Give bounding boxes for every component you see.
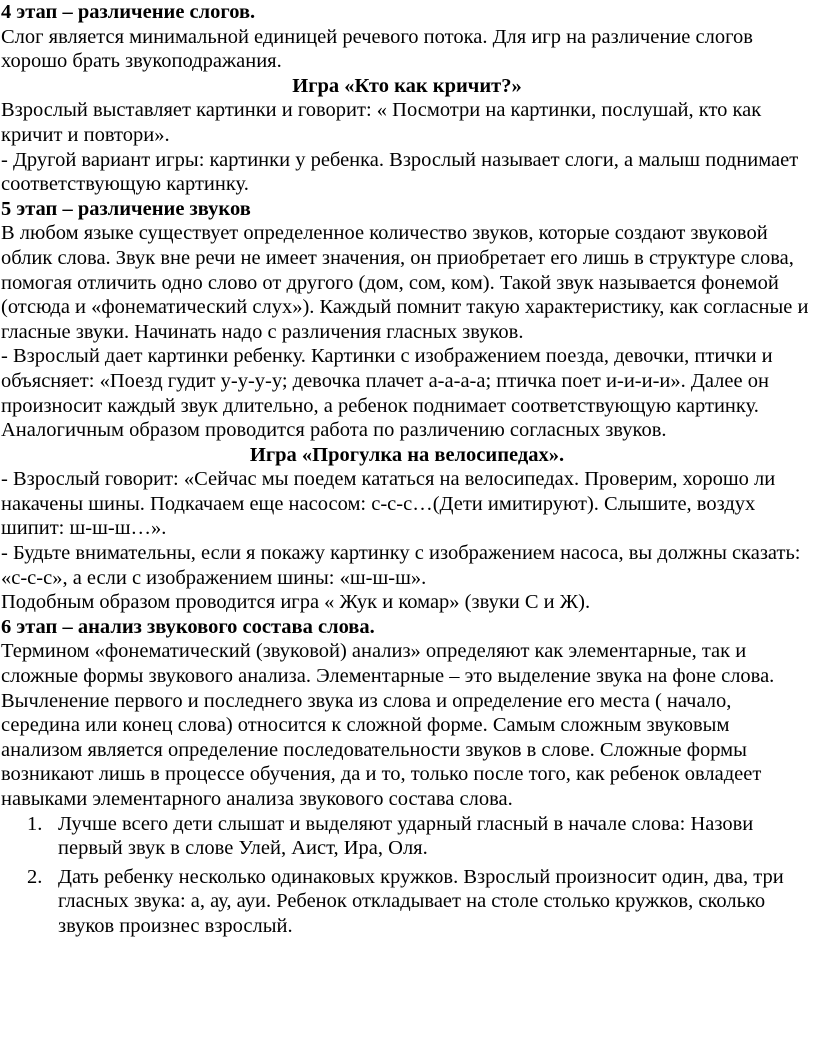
stage4-game-title: Игра «Кто как кричит?» xyxy=(292,74,522,97)
list-item-number: 1. xyxy=(27,812,43,835)
stage6-intro: Термином «фонематический (звуковой) анализ» определяют как элементарные, так и сложные формы звукового анализа. Элементарные – это выделение звука на фоне слова. Вычленение первого и последнего звука из слова и определение его места ( начало, середина или конец слова) относится к сложной форме. Самым сложным звуковым анализом является определение последовательности звуков в слове. Сложные формы возникают лишь в процессе обучения, да и то, только после того, как ребенок овладеет навыками элементарного анализа звукового состава слова. xyxy=(1,640,775,810)
stage5-similar: Подобным образом проводится игра « Жук и комар» (звуки С и Ж). xyxy=(1,591,591,614)
stage5-intro: В любом языке существует определенное количество звуков, которые создают звуковой облик слова. Звук вне речи не имеет значения, он приобретает его лишь в структуре слова, помогая отличить одно слово от другого (дом, сом, ком). Такой звук называется фонемой (отсюда и «фонематический слух»). Каждый помнит такую характеристику, как согласные и гласные звуки. Начинать надо с различения гласных звуков. xyxy=(1,222,809,343)
list-item xyxy=(1,812,813,861)
stage5-attention: - Будьте внимательны, если я покажу картинку с изображением насоса, вы должны сказать: «с-с-с», а если с изображением шины: «ш-ш-ш». xyxy=(1,542,801,589)
stage4-variant: - Другой вариант игры: картинки у ребенка. Взрослый называет слоги, а малыш поднимает соответствующую картинку. xyxy=(1,148,799,196)
list-item xyxy=(1,865,813,939)
stage4-intro: Слог является минимальной единицей речевого потока. Для игр на различение слогов хорошо брать звукоподражания. xyxy=(1,25,753,73)
stage4-heading: 4 этап – различение слогов. xyxy=(1,1,256,23)
stage5-pictures: - Взрослый дает картинки ребенку. Картинки с изображением поезда, девочки, птички и объясняет: «Поезд гудит у-у-у-у; девочка плачет а-а-а-а; птичка поет и-и-и-и». Далее он произносит каждый звук длительно, а ребенок поднимает соответствующую картинку. xyxy=(1,345,773,417)
list-item-number: 2. xyxy=(27,865,43,888)
stage6-numbered-list xyxy=(1,812,813,939)
stage5-game-text: - Взрослый говорит: «Сейчас мы поедем кататься на велосипедах. Проверим, хорошо ли накачены шины. Подкачаем еще насосом: с-с-с…(Дети имитируют). Слышите, воздух шипит: ш-ш-ш…». xyxy=(1,468,776,540)
stage4-game-text: Взрослый выставляет картинки и говорит: « Посмотри на картинки, послушай, кто как кричит и повтори». xyxy=(1,99,762,146)
stage5-heading: 5 этап – различение звуков xyxy=(1,197,251,220)
list-item-text: Дать ребенку несколько одинаковых кружков. Взрослый произносит один, два, три гласных звука: а, ау, ауи. Ребенок откладывает на столе столько кружков, сколько звуков произнес взрослый. xyxy=(58,865,784,937)
stage5-consonants: Аналогичным образом проводится работа по различению согласных звуков. xyxy=(1,419,667,442)
list-item-text: Лучше всего дети слышат и выделяют ударный гласный в начале слова: Назови первый звук в слове Улей, Аист, Ира, Оля. xyxy=(58,812,754,860)
stage6-heading: 6 этап – анализ звукового состава слова. xyxy=(1,615,375,638)
stage5-game-title: Игра «Прогулка на велосипедах». xyxy=(249,443,565,466)
